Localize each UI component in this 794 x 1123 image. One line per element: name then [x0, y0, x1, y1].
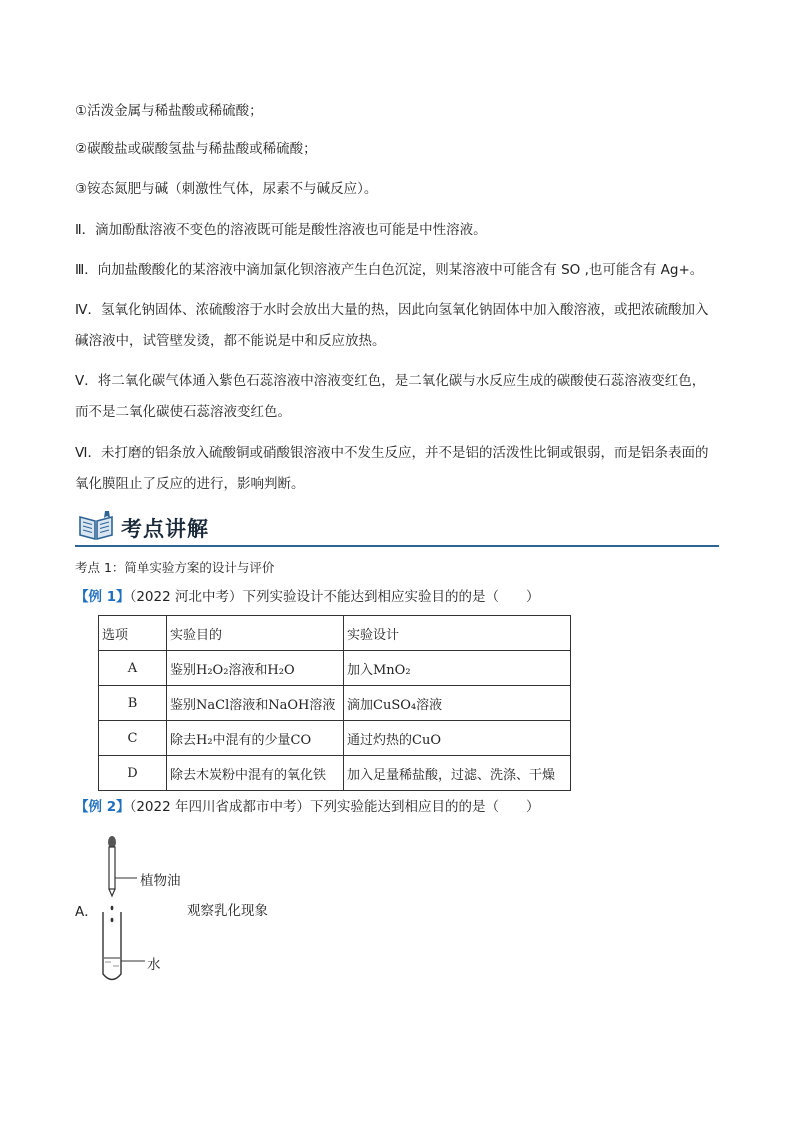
- table-row: [99, 686, 571, 721]
- oil-label: 植物油: [140, 873, 181, 889]
- table-row: [99, 651, 571, 686]
- water-label: 水: [147, 957, 161, 973]
- example-2-tag: 【例 2】: [75, 799, 130, 815]
- table-cell-design: 加入足量稀盐酸，过滤、洗涤、干燥: [344, 756, 571, 791]
- table-cell-purpose: 除去H₂中混有的少量CO: [167, 721, 344, 756]
- option-a-figure: [75, 830, 375, 990]
- table-header-purpose: 实验目的: [167, 616, 344, 651]
- table-cell-design: 滴加CuSO₄溶液: [344, 686, 571, 721]
- paragraph-8-line2: 氧化膜阻止了反应的进行，影响判断。: [75, 476, 305, 492]
- section-rule: [75, 545, 719, 547]
- table-row: [99, 756, 571, 791]
- section-header: [75, 507, 719, 549]
- table-cell-option: D: [99, 756, 167, 791]
- table-cell-purpose: 鉴别H₂O₂溶液和H₂O: [167, 651, 344, 686]
- paragraph-6-line2: 碱溶液中，试管壁发烫，都不能说是中和反应放热。: [75, 333, 386, 349]
- example-1-text: （2022 河北中考）下列实验设计不能达到相应实验目的的是（ ）: [129, 589, 540, 605]
- table-header-design: 实验设计: [344, 616, 571, 651]
- example-1: [75, 582, 725, 613]
- example-2-text: （2022 年四川省成都市中考）下列实验能达到相应目的的是（ ）: [129, 799, 540, 815]
- paragraph-7-line1: Ⅴ．将二氧化碳气体通入紫色石蕊溶液中溶液变红色，是二氧化碳与水反应生成的碳酸使石蕊溶液变红色，: [75, 373, 706, 389]
- example-1-tag: 【例 1】: [75, 589, 130, 605]
- table-cell-purpose: 除去木炭粉中混有的氧化铁: [167, 756, 344, 791]
- paragraph-2: ②碳酸盐或碳酸氢盐与稀盐酸或稀硫酸；: [75, 141, 317, 157]
- table-cell-design: 加入MnO₂: [344, 651, 571, 686]
- table-cell-option: C: [99, 721, 167, 756]
- paragraph-8-line1: Ⅵ．未打磨的铝条放入硫酸铜或硝酸银溶液中不发生反应，并不是铝的活泼性比铜或银弱，而是铝条表面的: [75, 445, 709, 461]
- paragraph-3: ③铵态氮肥与碱（刺激性气体，尿素不与碱反应）。: [75, 181, 378, 197]
- table-row: [99, 721, 571, 756]
- experiment-table: [98, 615, 571, 791]
- option-a-caption: 观察乳化现象: [187, 903, 268, 919]
- option-a-letter: A．: [75, 904, 98, 920]
- section-title: 考点讲解: [121, 517, 209, 541]
- book-icon: [77, 509, 115, 541]
- table-cell-design: 通过灼热的CuO: [344, 721, 571, 756]
- paragraph-6-line1: Ⅳ．氢氧化钠固体、浓硫酸溶于水时会放出大量的热，因此向氢氧化钠固体中加入酸溶液，或把浓硫酸加入: [75, 302, 709, 318]
- table-header-row: [99, 616, 571, 651]
- table-cell-option: A: [99, 651, 167, 686]
- paragraph-7-line2: 而不是二氧化碳使石蕊溶液变红色。: [75, 404, 291, 420]
- paragraph-4: Ⅱ．滴加酚酞溶液不变色的溶液既可能是酸性溶液也可能是中性溶液。: [75, 222, 487, 238]
- table-cell-option: B: [99, 686, 167, 721]
- paragraph-1: ①活泼金属与稀盐酸或稀硫酸；: [75, 103, 263, 119]
- paragraph-5: Ⅲ．向加盐酸酸化的某溶液中滴加氯化钡溶液产生白色沉淀，则某溶液中可能含有 SO ,也可能含有 Ag+。: [75, 262, 704, 278]
- table-cell-purpose: 鉴别NaCl溶液和NaOH溶液: [167, 686, 344, 721]
- table-header-option: 选项: [99, 616, 167, 651]
- example-2: [75, 792, 725, 823]
- point-1-heading: 考点 1：简单实验方案的设计与评价: [75, 560, 275, 575]
